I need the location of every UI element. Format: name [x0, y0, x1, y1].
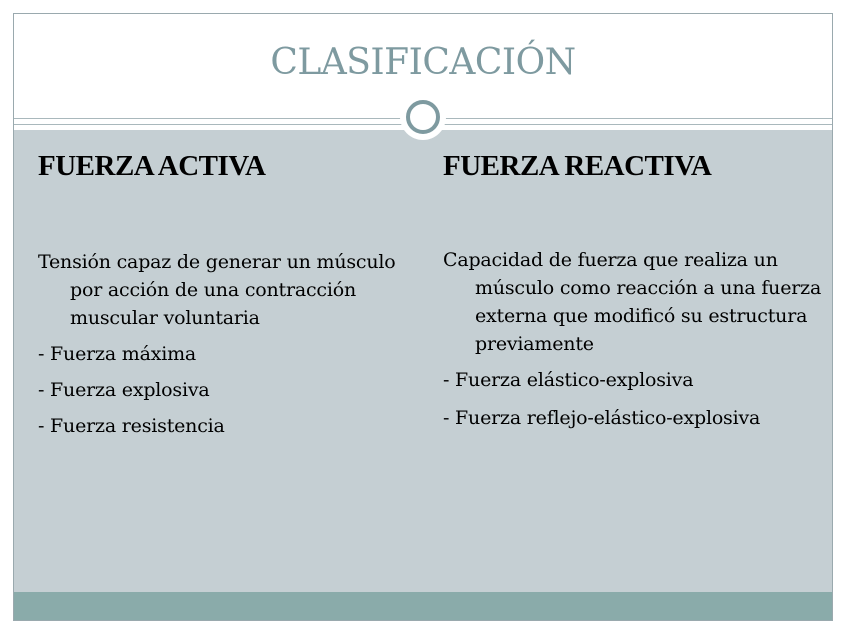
slide-title: CLASIFICACIÓN — [270, 42, 576, 83]
left-item-2: - Fuerza explosiva — [38, 379, 210, 401]
divider-circle-ornament — [400, 94, 446, 140]
right-item-1: - Fuerza elástico-explosiva — [443, 369, 694, 391]
slide — [13, 13, 833, 621]
left-column — [38, 148, 398, 448]
left-item-1: - Fuerza máxima — [38, 343, 197, 365]
left-column-heading: FUERZA ACTIVA — [38, 150, 266, 182]
divider-circle-ring — [406, 100, 440, 134]
right-column-description: Capacidad de fuerza que realiza un músculo como reacción a una fuerza externa que modificó su estructura previamente — [443, 249, 822, 355]
right-column — [443, 148, 823, 442]
left-column-description: Tensión capaz de generar un músculo por acción de una contracción muscular voluntaria — [38, 251, 396, 329]
right-item-2: - Fuerza reflejo-elástico-explosiva — [443, 407, 761, 429]
left-item-3: - Fuerza resistencia — [38, 415, 225, 437]
footer-bar — [14, 592, 832, 621]
right-column-heading: FUERZA REACTIVA — [443, 150, 712, 182]
